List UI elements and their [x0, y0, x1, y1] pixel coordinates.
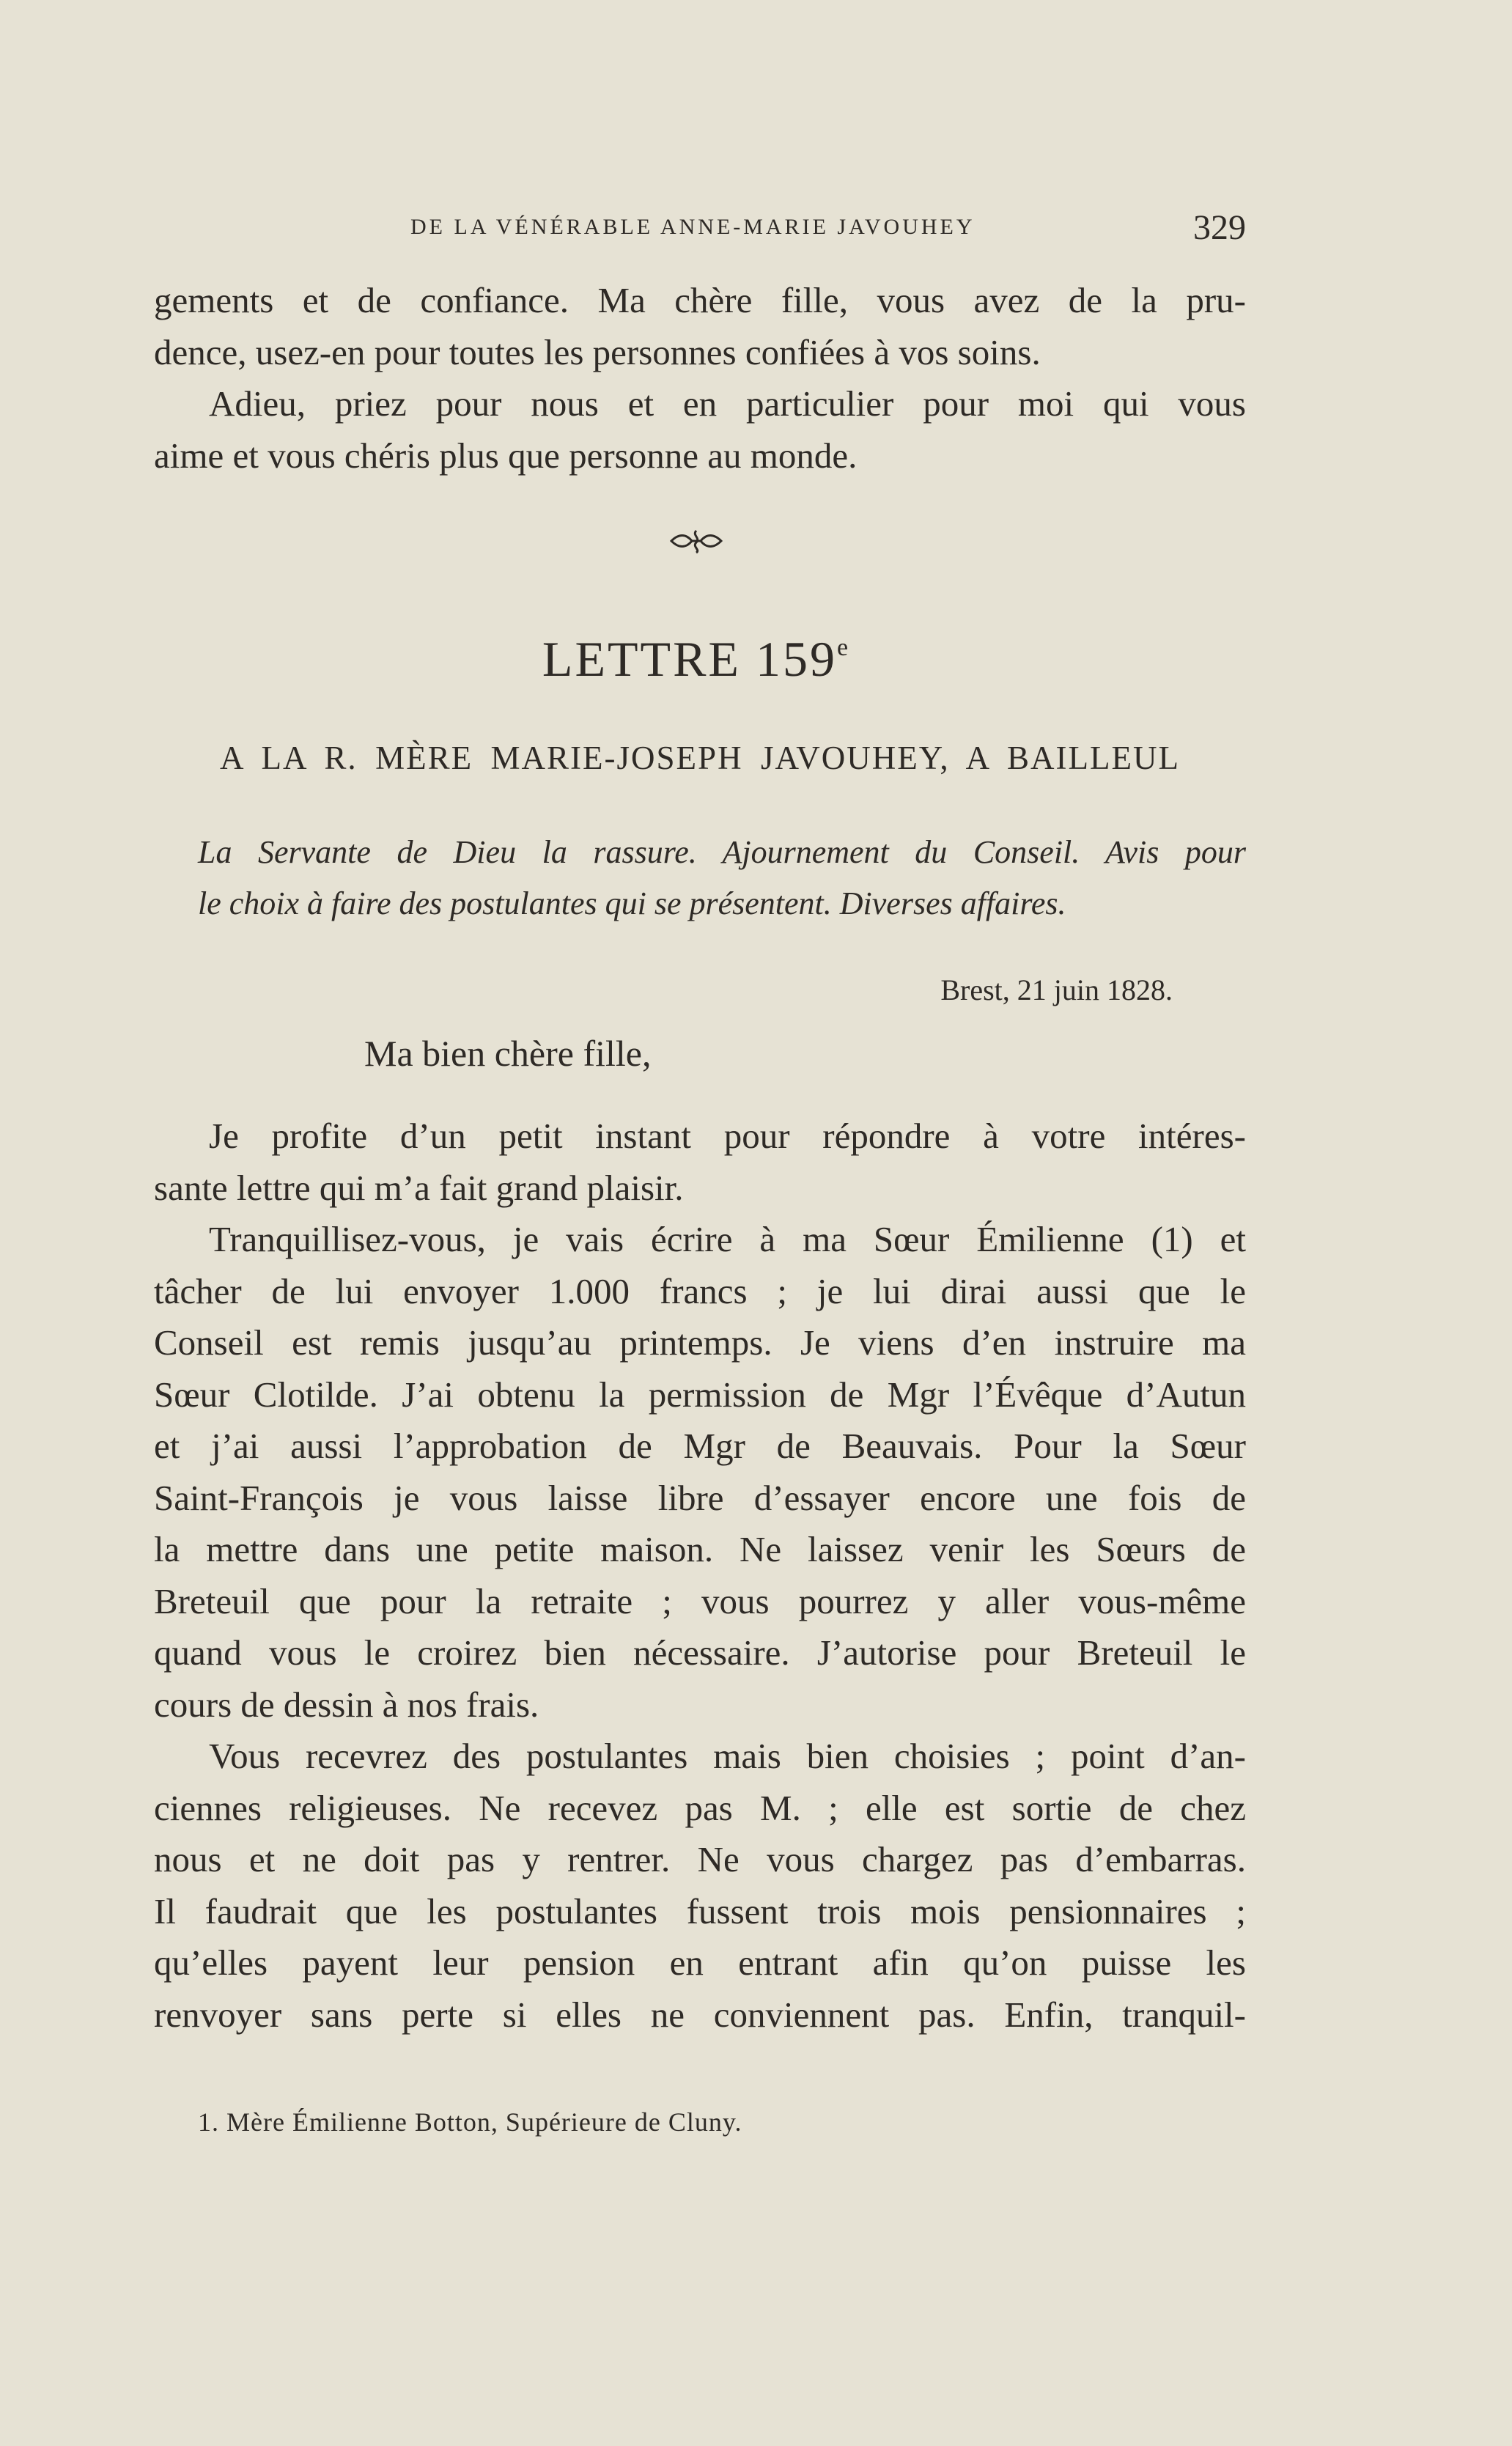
- text-line: renvoyer sans perte si elles ne conviennent pas. Enfin, tranquil-: [154, 1994, 1246, 2035]
- text-line: Conseil est remis jusqu’au printemps. Je viens d’en instruire ma: [154, 1322, 1246, 1363]
- body-paragraph-3: [154, 1731, 1246, 2041]
- text-line: Il faudrait que les postulantes fussent trois mois pensionnaires ;: [154, 1890, 1246, 1931]
- summary-line: le choix à faire des postulantes qui se présentent. Diverses affaires.: [198, 885, 1066, 921]
- intro-paragraph-2: [154, 378, 1246, 482]
- text-line: sante lettre qui m’a fait grand plaisir.: [154, 1167, 684, 1208]
- summary-line: La Servante de Dieu la rassure. Ajournement du Conseil. Avis pour: [198, 834, 1246, 870]
- text-line: la mettre dans une petite maison. Ne laissez venir les Sœurs de: [154, 1529, 1246, 1569]
- intro-paragraph-1: [154, 275, 1246, 378]
- text-line: aime et vous chéris plus que personne au monde.: [154, 435, 858, 476]
- letter-title: [0, 630, 1393, 688]
- body-paragraph-1: [154, 1110, 1246, 1214]
- letter-salutation: Ma bien chère fille,: [364, 1033, 652, 1074]
- letter-addressee: A LA R. MÈRE MARIE-JOSEPH JAVOUHEY, A BAILLEUL: [220, 740, 1180, 776]
- text-line: gements et de confiance. Ma chère fille, vous avez de la pru-: [154, 280, 1246, 320]
- body-paragraph-2: [154, 1214, 1246, 1731]
- running-title: DE LA VÉNÉRABLE ANNE-MARIE JAVOUHEY: [410, 215, 976, 239]
- letter-body: [154, 1110, 1246, 2041]
- page-number: 329: [1193, 208, 1246, 247]
- running-head: [154, 207, 1246, 251]
- text-line: dence, usez-en pour toutes les personnes confiées à vos soins.: [154, 331, 1041, 372]
- text-line: quand vous le croirez bien nécessaire. J’autorise pour Breteuil le: [154, 1632, 1246, 1673]
- letter-title-suffix: e: [836, 634, 851, 661]
- text-line: Vous recevrez des postulantes mais bien choisies ; point d’an-: [209, 1736, 1246, 1776]
- text-line: Sœur Clotilde. J’ai obtenu la permission de Mgr l’Évêque d’Autun: [154, 1374, 1246, 1415]
- text-line: cours de dessin à nos frais.: [154, 1684, 539, 1725]
- intro-text: [154, 275, 1246, 482]
- text-line: et j’ai aussi l’approbation de Mgr de Beauvais. Pour la Sœur: [154, 1426, 1246, 1466]
- text-line: tâcher de lui envoyer 1.000 francs ; je lui dirai aussi que le: [154, 1270, 1246, 1311]
- text-line: Tranquillisez-vous, je vais écrire à ma Sœur Émilienne (1) et: [209, 1219, 1246, 1259]
- text-line: Breteuil que pour la retraite ; vous pourrez y aller vous-même: [154, 1580, 1246, 1621]
- text-line: Adieu, priez pour nous et en particulier pour moi qui vous: [209, 383, 1246, 424]
- text-line: ciennes religieuses. Ne recevez pas M. ; elle est sortie de chez: [154, 1787, 1246, 1828]
- text-line: qu’elles payent leur pension en entrant afin qu’on puisse les: [154, 1942, 1246, 1983]
- footnote: 1. Mère Émilienne Botton, Supérieure de Cluny.: [198, 2107, 742, 2137]
- text-line: Je profite d’un petit instant pour répondre à votre intéres-: [209, 1116, 1246, 1156]
- text-line: Saint-François je vous laisse libre d’essayer encore une fois de: [154, 1477, 1246, 1518]
- text-line: nous et ne doit pas y rentrer. Ne vous chargez pas d’embarras.: [154, 1839, 1246, 1879]
- fleuron-ornament-icon: [667, 526, 726, 556]
- letter-summary: [198, 827, 1246, 929]
- letter-title-text: LETTRE 159: [542, 631, 837, 687]
- letter-dateline: Brest, 21 juin 1828.: [940, 973, 1173, 1006]
